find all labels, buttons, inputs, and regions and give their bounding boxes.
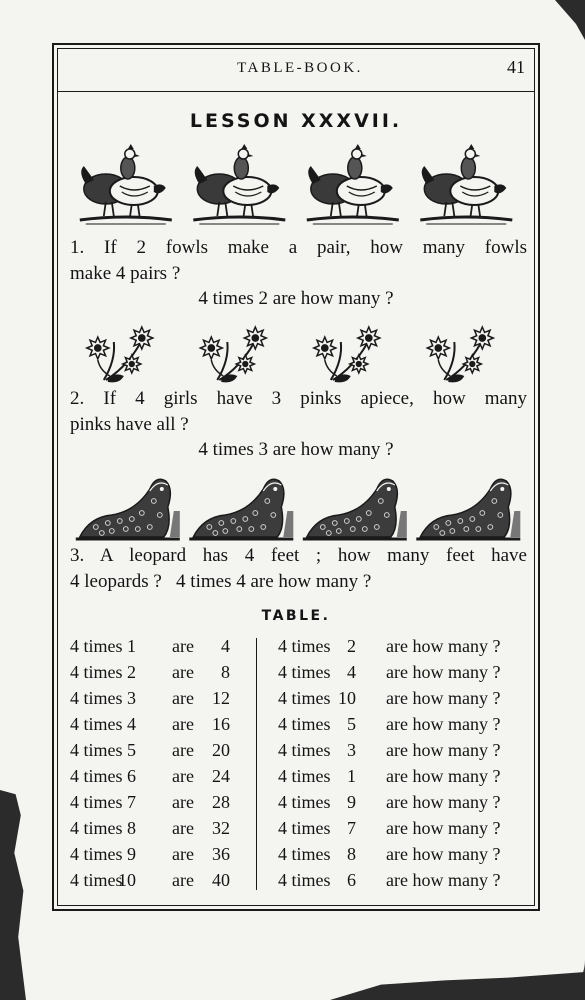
fowl-picture (420, 144, 512, 224)
pinks-illustration (57, 320, 535, 390)
problem-1 (70, 235, 527, 287)
leopard-picture (189, 479, 293, 539)
table-row: 4 times 5 are 20 (70, 740, 230, 760)
table-row: 4 times 9 are how many ? (278, 792, 501, 812)
table-divider (256, 638, 257, 890)
pink-flower-picture (87, 327, 153, 382)
table-row: 4 times 2 are how many ? (278, 636, 501, 656)
table-row: 4 times 9 are 36 (70, 844, 230, 864)
problem-3-line-1: 3. A leopard has 4 feet ; how many feet have (70, 545, 527, 566)
multiplication-table-left (70, 636, 230, 896)
pink-flower-picture (427, 327, 493, 382)
problem-2 (70, 386, 527, 438)
fowls-illustration-row (57, 140, 535, 230)
leopard-picture (416, 479, 520, 539)
table-row: 4 times 4 are 16 (70, 714, 230, 734)
problem-2-line-2: pinks have all ? (70, 414, 189, 435)
page-number: 41 (507, 57, 525, 77)
table-row: 4 times 1 are 4 (70, 636, 230, 656)
table-row: 4 times 10 are 40 (70, 870, 230, 890)
table-row: 4 times 6 are how many ? (278, 870, 501, 890)
problem-3-line-2: 4 leopards ? 4 times 4 are how many ? (70, 571, 372, 592)
fowl-picture (307, 144, 399, 224)
problem-2-line-1: 2. If 4 girls have 3 pinks apiece, how many (70, 388, 527, 409)
table-row: 4 times 7 are how many ? (278, 818, 501, 838)
fowl-picture (80, 144, 172, 224)
table-row: 4 times 2 are 8 (70, 662, 230, 682)
fowl-picture (193, 144, 285, 224)
problem-1-line-1: 1. If 2 fowls make a pair, how many fowls (70, 237, 527, 258)
multiplication-table-right (278, 636, 530, 896)
running-head: TABLE-BOOK. (237, 60, 363, 76)
pink-flower-picture (200, 327, 266, 382)
table-row: 4 times 5 are how many ? (278, 714, 501, 734)
table-row: 4 times 7 are 28 (70, 792, 230, 812)
table-row: 4 times 10 are how many ? (278, 688, 501, 708)
table-row: 4 times 1 are how many ? (278, 766, 501, 786)
header-rule (57, 91, 535, 92)
leopard-picture (76, 479, 180, 539)
table-row: 4 times 4 are how many ? (278, 662, 501, 682)
table-row: 4 times 3 are 12 (70, 688, 230, 708)
leopard-picture (303, 479, 407, 539)
table-row: 4 times 6 are 24 (70, 766, 230, 786)
table-row: 4 times 8 are 32 (70, 818, 230, 838)
lesson-title: LESSON XXXVII. (189, 110, 403, 132)
leopards-illustration (57, 465, 535, 545)
problem-1-line-2: make 4 pairs ? (70, 263, 181, 284)
leopards-illustration-row (57, 465, 535, 555)
table-title: TABLE. (261, 608, 331, 624)
problem-3 (70, 543, 527, 595)
fowls-illustration (57, 140, 535, 230)
problem-2-question: 4 times 3 are how many ? (198, 439, 394, 460)
problem-1-question: 4 times 2 are how many ? (198, 288, 394, 309)
table-row: 4 times 3 are how many ? (278, 740, 501, 760)
table-row: 4 times 8 are how many ? (278, 844, 501, 864)
pink-flower-picture (314, 327, 380, 382)
